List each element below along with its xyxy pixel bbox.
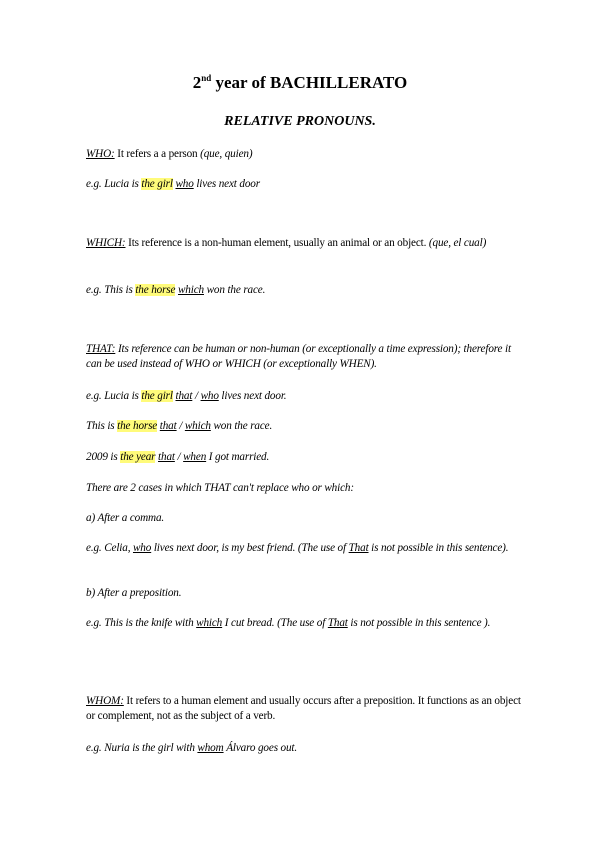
highlight: the horse — [135, 284, 176, 296]
relative-pronoun: that — [159, 420, 177, 432]
page-title: 2nd year of BACHILLERATO — [192, 73, 408, 92]
that-cases-intro: There are 2 cases in which THAT can't replace who or which: — [86, 482, 354, 494]
relative-pronoun: that — [158, 451, 175, 463]
that-definition: THAT: Its reference can be human or non-human (or exceptionally a time expression); therefore it can be used instead of WHO or WHICH (or exceptionally WHEN). — [86, 343, 511, 370]
which-definition: WHICH: Its reference is a non-human element, usually an animal or an object. (que, el cual) — [86, 237, 487, 249]
case-b-label: b) After a preposition. — [86, 587, 182, 599]
which-example: e.g. This is the horse which won the race. — [86, 284, 266, 296]
relative-pronoun: when — [183, 451, 207, 463]
who-example: e.g. Lucia is the girl who lives next door — [86, 178, 260, 190]
relative-pronoun: which — [177, 284, 204, 296]
case-a-label: a) After a comma. — [86, 512, 165, 524]
relative-pronoun: whom — [197, 742, 224, 754]
relative-pronoun: who — [200, 390, 219, 402]
whom-example: e.g. Nuria is the girl with whom Álvaro goes out. — [86, 742, 298, 754]
relative-pronoun: which — [196, 617, 223, 629]
highlight: the year — [120, 451, 156, 463]
who-term: WHO: — [86, 148, 115, 160]
that-word: That — [327, 617, 348, 629]
case-b-example: e.g. This is the knife with which I cut bread. (The use of That is not possible in this sentence ). — [86, 617, 491, 629]
ordinal-superscript: nd — [201, 73, 212, 83]
relative-pronoun: which — [184, 420, 211, 432]
that-word: That — [348, 542, 369, 554]
who-translation: (que, quien) — [200, 148, 253, 160]
which-term: WHICH: — [86, 237, 126, 249]
highlight: the girl — [141, 390, 173, 402]
relative-pronoun: who — [132, 542, 152, 554]
case-a-example: e.g. Celia, who lives next door, is my best friend. (The use of That is not possible in this sentence). — [86, 542, 509, 554]
whom-term: WHOM: — [86, 695, 124, 707]
that-example-3: 2009 is the year that / when I got married. — [86, 451, 270, 463]
that-example-2: This is the horse that / which won the race. — [86, 420, 273, 432]
who-definition: WHO: It refers a a person (que, quien) — [86, 148, 253, 160]
section-subtitle: RELATIVE PRONOUNS. — [224, 114, 376, 129]
highlight: the girl — [141, 178, 173, 190]
that-example-1: e.g. Lucia is the girl that / who lives next door. — [86, 390, 287, 402]
relative-pronoun: that — [175, 390, 193, 402]
whom-definition: WHOM: It refers to a human element and usually occurs after a preposition. It functions as an object or complement, not as the subject of a verb. — [86, 695, 521, 722]
that-term: THAT: — [86, 343, 116, 355]
which-translation: (que, el cual) — [428, 237, 487, 249]
highlight: the horse — [117, 420, 158, 432]
relative-pronoun: who — [175, 178, 194, 190]
